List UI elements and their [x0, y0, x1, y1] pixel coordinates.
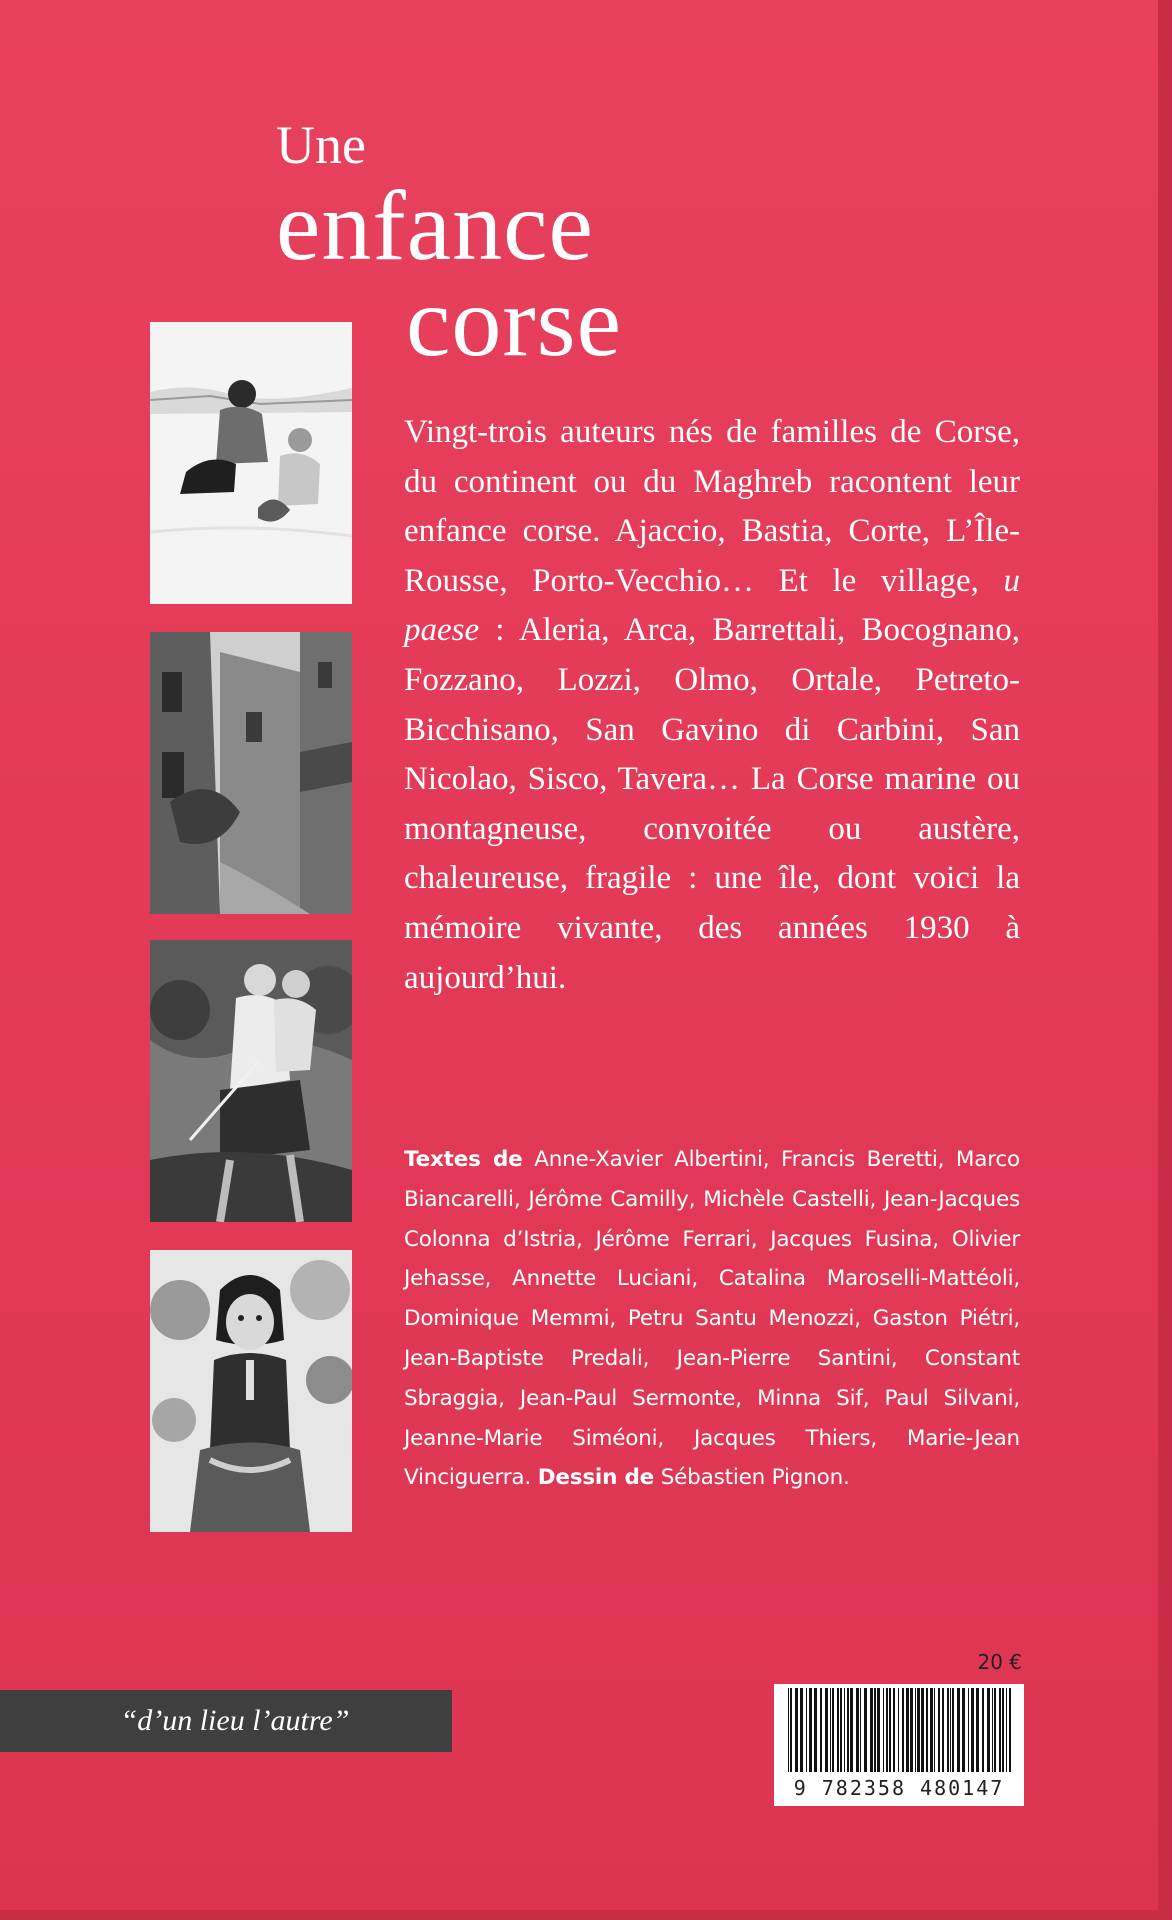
barcode-bar [994, 1688, 996, 1772]
barcode-bar [992, 1688, 993, 1772]
barcode-bar [915, 1688, 916, 1772]
barcode-bar [800, 1688, 803, 1772]
photo-village-street [150, 632, 352, 914]
barcode-bar [790, 1688, 792, 1772]
cover-edge-bottom [0, 1910, 1172, 1920]
barcode-bar [930, 1688, 933, 1772]
barcode-bar [1002, 1688, 1004, 1772]
cover-edge-right [1158, 0, 1172, 1920]
collection-name: “d’un lieu l’autre” [120, 1704, 350, 1737]
barcode [774, 1684, 1024, 1806]
photo-child-portrait [150, 1250, 352, 1532]
barcode-bar [847, 1688, 849, 1772]
blurb-part-1: Vingt-trois auteurs nés de familles de Corse, du continent ou du Maghreb racontent leur enfance corse. Ajaccio, Bastia, Corte, L’Île-Rousse, Porto-Vecchio… Et le village, [404, 414, 1020, 599]
barcode-bar [837, 1688, 839, 1772]
barcode-bar [926, 1688, 928, 1772]
credits-text [404, 1140, 1020, 1498]
barcode-bar [1009, 1688, 1011, 1772]
title-line-1: Une [276, 115, 366, 175]
barcode-bar [788, 1688, 789, 1772]
barcode-bar [825, 1688, 828, 1772]
barcode-bar [910, 1688, 913, 1772]
barcode-bar [856, 1688, 859, 1772]
barcode-bar [889, 1688, 891, 1772]
blurb-part-2: : Aleria, Arca, Barrettali, Bocognano, Fozzano, Lozzi, Olmo, Ortale, Petreto-Bicchisano, San Gavino di Carbini, San Nicolao, Sisco, Tavera… La Corse marine ou montagneuse, convoitée ou austère, chaleureuse, fragile : une île, dont voici la mémoire vivante, des années 1930 à aujourd’hui. [404, 612, 1020, 996]
texts-label: Textes de [404, 1147, 523, 1172]
barcode-bar [950, 1688, 951, 1772]
barcode-bar [971, 1688, 974, 1772]
barcode-bar [982, 1688, 984, 1772]
collection-band [0, 1690, 452, 1752]
barcode-bar [883, 1688, 884, 1772]
isbn-number: 9 782358 480147 [793, 1776, 1005, 1800]
price-label: 20 € [977, 1650, 1022, 1674]
barcode-bar [832, 1688, 834, 1772]
blurb-italic: u paese [404, 562, 1020, 649]
barcode-bar [874, 1688, 876, 1772]
barcode-bar [987, 1688, 990, 1772]
barcode-bar [999, 1688, 1001, 1772]
barcode-bar [844, 1688, 845, 1772]
barcode-bar [921, 1688, 924, 1772]
blurb-text [404, 408, 1020, 1003]
title-line-2: enfance [276, 170, 594, 281]
barcode-bar [860, 1688, 861, 1772]
barcode-bar [917, 1688, 920, 1772]
barcode-bar [976, 1688, 979, 1772]
barcode-bar [814, 1688, 817, 1772]
barcode-bar [806, 1688, 807, 1772]
barcode-bar [870, 1688, 873, 1772]
barcode-bar [864, 1688, 867, 1772]
barcode-bar [906, 1688, 909, 1772]
barcode-bar [830, 1688, 831, 1772]
illustrator-name: Sébastien Pignon. [660, 1465, 850, 1491]
barcode-bar [840, 1688, 842, 1772]
barcode-bar [809, 1688, 812, 1772]
barcode-bar [893, 1688, 895, 1772]
barcode-bar [1006, 1688, 1007, 1772]
barcode-bar [877, 1688, 880, 1772]
barcode-bar [886, 1688, 888, 1772]
barcode-bar [968, 1688, 969, 1772]
barcode-bar [820, 1688, 822, 1772]
authors-list: Anne-Xavier Albertini, Francis Beretti, Marco Biancarelli, Jérôme Camilly, Michèle Castelli, Jean-Jacques Colonna d’Istria, Jérôme Ferrari, Jacques Fusina, Olivier Jehasse, Annette Luciani, Catalina Maroselli-Mattéoli, Dominique Memmi, Petru Santu Menozzi, Gaston Piétri, Jean-Baptiste Predali, Jean-Pierre Santini, Constant Sbraggia, Jean-Paul Sermonte, Minna Sif, Paul Silvani, Jeanne-Marie Siméoni, Jacques Thiers, Marie-Jean Vinciguerra. [404, 1147, 1020, 1491]
barcode-bar [934, 1688, 935, 1772]
drawing-label: Dessin de [537, 1465, 655, 1491]
photo-two-children [150, 940, 352, 1222]
barcode-bar [898, 1688, 899, 1772]
barcode-bar [795, 1688, 798, 1772]
barcode-bar [850, 1688, 853, 1772]
barcode-bar [957, 1688, 960, 1772]
barcode-bar [942, 1688, 944, 1772]
title-line-3: corse [406, 266, 622, 377]
barcode-bar [947, 1688, 949, 1772]
barcode-bars [774, 1684, 1024, 1774]
barcode-bar [938, 1688, 940, 1772]
barcode-bar [962, 1688, 965, 1772]
photo-beach-children [150, 322, 352, 604]
barcode-bar [952, 1688, 954, 1772]
barcode-bar [902, 1688, 904, 1772]
